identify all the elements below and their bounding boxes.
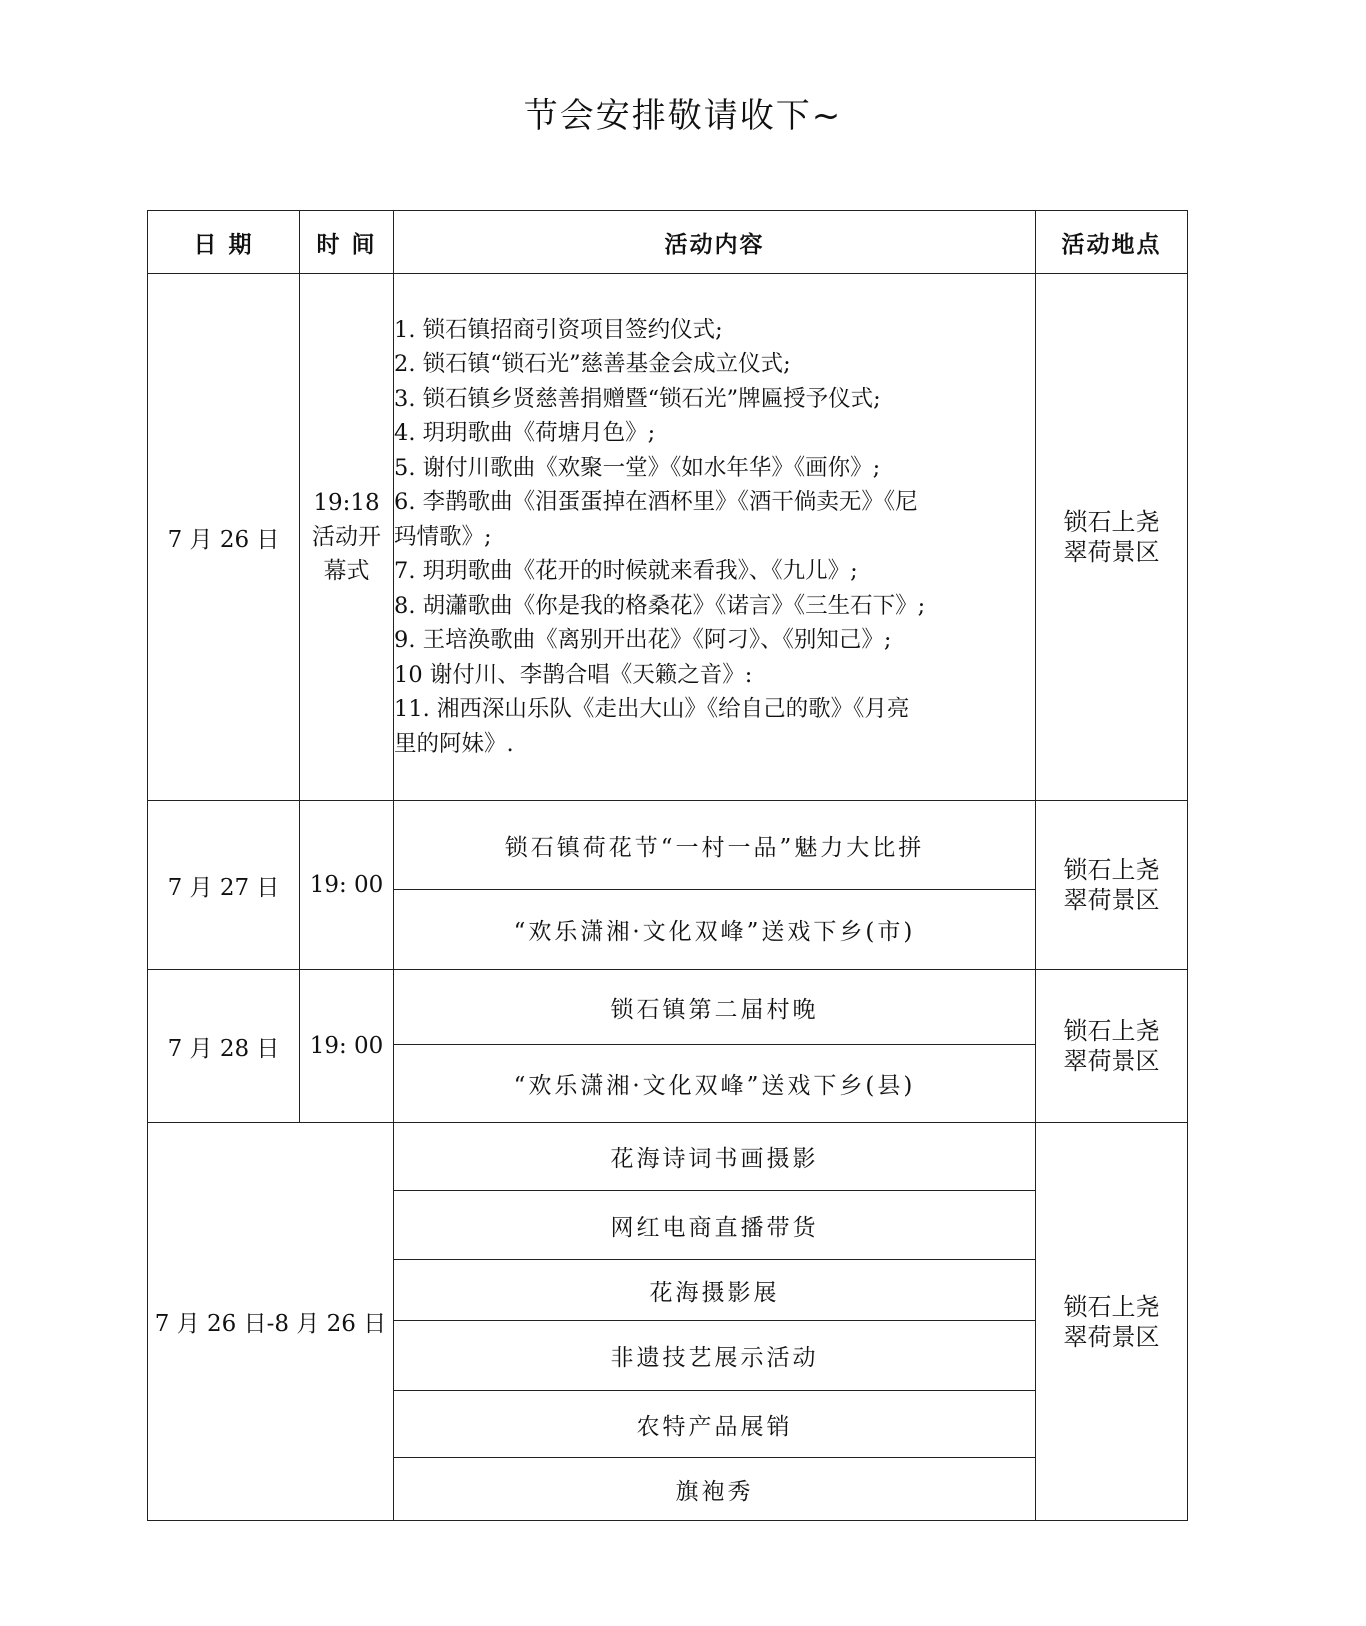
- time-cell: 19: 00: [300, 970, 394, 1123]
- list-item: 6. 李鹊歌曲《泪蛋蛋掉在酒杯里》《酒干倘卖无》《尼: [394, 489, 918, 516]
- location-text: 翠荷景区: [1063, 1047, 1160, 1075]
- header-date: 日 期: [148, 211, 300, 274]
- list-item: 里的阿妹》.: [394, 730, 514, 757]
- table-row: [148, 801, 1188, 890]
- location-cell: [1036, 801, 1188, 970]
- header-location: 活动地点: [1036, 211, 1188, 274]
- schedule-table: [147, 210, 1188, 1521]
- location-text: 锁石上尧: [1063, 1292, 1160, 1321]
- list-item: 2. 锁石镇“锁石光”慈善基金会成立仪式;: [394, 351, 791, 378]
- activity-cell: 农特产品展销: [394, 1391, 1036, 1458]
- list-item: 1. 锁石镇招商引资项目签约仪式;: [394, 316, 723, 343]
- activity-cell: 锁石镇第二届村晚: [394, 970, 1036, 1045]
- table-row: [148, 274, 1188, 801]
- time-cell: 19: 00: [300, 801, 394, 970]
- list-item: 3. 锁石镇乡贤慈善捐赠暨“锁石光”牌匾授予仪式;: [394, 385, 881, 412]
- header-content: 活动内容: [394, 211, 1036, 274]
- list-item: 4. 玥玥歌曲《荷塘月色》;: [394, 420, 656, 447]
- activity-cell: 网红电商直播带货: [394, 1191, 1036, 1260]
- location-text: 翠荷景区: [1063, 886, 1160, 914]
- program-list: [394, 274, 1036, 801]
- list-item: 10 谢付川、李鹊合唱《天籁之音》:: [394, 661, 753, 688]
- location-cell: [1036, 970, 1188, 1123]
- activity-cell: “欢乐潇湘·文化双峰”送戏下乡(县): [394, 1045, 1036, 1123]
- activity-cell: 旗袍秀: [394, 1458, 1036, 1521]
- location-text: 翠荷景区: [1063, 538, 1160, 566]
- activity-cell: 花海摄影展: [394, 1260, 1036, 1321]
- table-row: [148, 1123, 1188, 1191]
- location-text: 锁石上尧: [1063, 1017, 1160, 1045]
- activity-cell: 花海诗词书画摄影: [394, 1123, 1036, 1191]
- time-text: 19:18: [313, 490, 380, 516]
- location-cell: [1036, 274, 1188, 801]
- list-item: 7. 玥玥歌曲《花开的时候就来看我》、《九儿》;: [394, 558, 858, 585]
- date-cell: 7 月 26 日: [148, 274, 300, 801]
- list-item: 9. 王培涣歌曲《离别开出花》《阿刁》、《别知己》;: [394, 627, 892, 654]
- date-cell: 7 月 27 日: [148, 801, 300, 970]
- location-text: 锁石上尧: [1063, 508, 1160, 536]
- location-text: 翠荷景区: [1063, 1322, 1160, 1351]
- date-cell: 7 月 26 日-8 月 26 日: [148, 1123, 394, 1521]
- time-text: 活动开: [312, 524, 381, 550]
- list-item: 玛情歌》;: [394, 523, 492, 550]
- list-item: 5. 谢付川歌曲《欢聚一堂》《如水年华》《画你》;: [394, 454, 881, 481]
- location-text: 锁石上尧: [1063, 856, 1160, 884]
- header-row: [148, 211, 1188, 274]
- time-cell: [300, 274, 394, 801]
- table-row: [148, 970, 1188, 1045]
- activity-cell: “欢乐潇湘·文化双峰”送戏下乡(市): [394, 890, 1036, 970]
- date-cell: 7 月 28 日: [148, 970, 300, 1123]
- list-item: 8. 胡瀟歌曲《你是我的格桑花》《诺言》《三生石下》;: [394, 592, 926, 619]
- location-cell: [1036, 1123, 1188, 1521]
- list-item: 11. 湘西深山乐队《走出大山》《给自己的歌》《月亮: [394, 696, 910, 723]
- header-time: 时 间: [300, 211, 394, 274]
- activity-cell: 锁石镇荷花节“一村一品”魅力大比拼: [394, 801, 1036, 890]
- time-text: 幕式: [323, 558, 370, 584]
- page-title: 节会安排敬请收下~: [523, 96, 843, 136]
- activity-cell: 非遗技艺展示活动: [394, 1321, 1036, 1391]
